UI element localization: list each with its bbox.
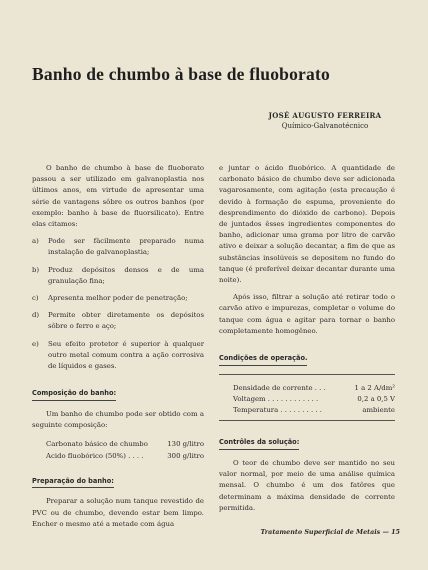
list-label: b) — [32, 265, 40, 274]
list-item — [32, 293, 204, 304]
list-text: Pode ser fàcilmente preparado numa instalação de galvanoplastia; — [48, 237, 204, 257]
table-row — [233, 383, 395, 394]
table-cell-value: 300 g/litro — [167, 451, 204, 460]
table-cell-name: Temperatura . . . . . . . . . . — [233, 406, 322, 415]
list-item — [32, 310, 204, 332]
section-heading-preparation: Preparação do banho: — [32, 476, 114, 489]
body-paragraph: e juntar o ácido fluobórico. A quantidade de carbonato básico de chumbo deve ser adicionada vagarosamente, com agitação (esta precaução é devido à formação de espuma, proveniente do desprendimento do dióxido de carbono). Depois de juntados êsses ingredientes componentes do banho, adicionar uma grama por litro de carvão ativo e deixar a solução decantar, a fim de que as substâncias insolúveis se depositem no fundo do tanque (é preferível deixar decantar durante uma noite). — [219, 164, 395, 285]
operation-table — [233, 383, 395, 417]
table-cell-name: Carbonato básico de chumbo — [46, 440, 148, 449]
section-heading-controls: Contrôles da solução: — [219, 437, 299, 450]
table-row — [46, 451, 204, 462]
table-row — [46, 439, 204, 450]
article-title: Banho de chumbo à base de fluoborato — [32, 64, 330, 84]
preparation-paragraph: Preparar a solução num tanque revestido de PVC ou de chumbo, devendo estar bem limpo. Encher o mesmo até a metade com água — [32, 497, 204, 528]
composition-paragraph: Um banho de chumbo pode ser obtido com a seguinte composição: — [32, 409, 204, 430]
body-paragraph: Após isso, filtrar a solução até retirar todo o carvão ativo e impurezas, completar o volume do tanque com água e agitar para tornar o banho completamente homogêneo. — [219, 293, 395, 335]
list-text: Seu efeito protetor é superior à qualquer outro metal comum contra a ação corrosiva de líquidos e gases. — [48, 339, 204, 371]
list-item — [32, 236, 204, 258]
table-cell-value: 130 g/litro — [167, 440, 204, 449]
list-text: Produz depósitos densos e de uma granulação fina; — [48, 265, 204, 285]
section-heading-composition: Composição do banho: — [32, 388, 116, 401]
author-name: JOSÉ AUGUSTO FERREIRA — [268, 111, 382, 120]
table-row — [233, 405, 395, 416]
author-role: Químico-Galvanotécnico — [281, 122, 369, 130]
section-heading-operation: Condições de operação. — [219, 353, 307, 366]
right-column — [219, 163, 395, 514]
list-label: a) — [32, 237, 39, 246]
list-text: Apresenta melhor poder de penetração; — [48, 294, 188, 303]
divider — [219, 420, 395, 421]
author-block — [250, 110, 400, 132]
composition-table — [46, 439, 204, 461]
table-cell-name: Densidade de corrente . . . — [233, 383, 326, 392]
list-text: Permite obter diretamente os depósitos sôbre o ferro e aço; — [48, 311, 204, 331]
table-cell-value: ambiente — [362, 406, 395, 415]
table-cell-name: Acido fluobórico (50%) . . . . — [46, 451, 144, 460]
table-cell-name: Voltagem . . . . . . . . . . . . — [233, 394, 319, 403]
list-item — [32, 339, 204, 373]
divider — [219, 374, 395, 375]
list-label: c) — [32, 294, 39, 303]
body-paragraph: O teor de chumbo deve ser mantido no seu valor normal, por meio de uma análise química mensal. O chumbo é um dos fatôres que determinam a máxima densidade de corrente permitida. — [219, 459, 395, 512]
table-cell-value: 1 a 2 A/dm² — [354, 383, 395, 392]
table-row — [233, 394, 395, 405]
list-label: e) — [32, 339, 39, 348]
list-item — [32, 265, 204, 287]
intro-paragraph: O banho de chumbo à base de fluoborato passou a ser utilizado em galvanoplastia nos últimos anos, em virtude de apresentar uma série de vantagens sôbre os outros banhos (por exemplo: banho à base de fluorsilicato). Entre elas citamos: — [32, 164, 204, 229]
table-cell-value: 0,2 a 0,5 V — [357, 394, 395, 403]
list-label: d) — [32, 311, 40, 320]
left-column — [32, 163, 204, 530]
page-footer: Tratamento Superficial de Metais — 15 — [260, 528, 400, 536]
